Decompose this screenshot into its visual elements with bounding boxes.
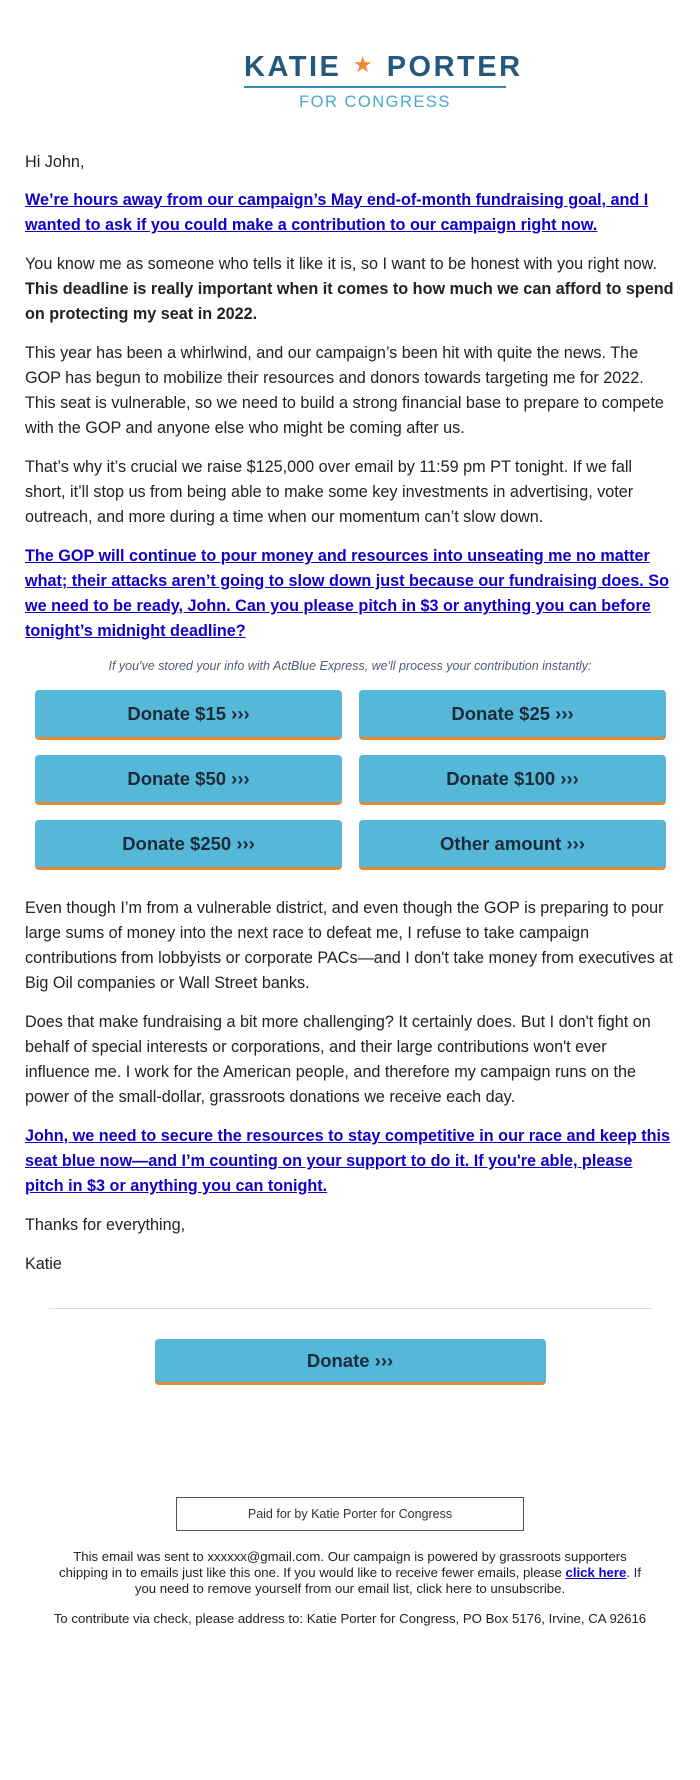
paid-for-disclaimer: Paid for by Katie Porter for Congress [176,1497,524,1531]
donate-250-button[interactable]: Donate $250 ››› [35,820,342,870]
logo-divider [244,86,506,88]
gop-donate-link[interactable]: The GOP will continue to pour money and resources into unseating me no matter what; their attacks aren’t going to slow down just because our fundraising does. So we need to be ready, John. Can you please pitch in $3 or anything you can before tonight’s midnight deadline? [25,547,669,640]
paragraph-closing-ask [25,1124,675,1199]
fewer-emails-link[interactable]: click here [565,1565,627,1580]
logo-subtitle: FOR CONGRESS [299,93,451,111]
intro-donate-link[interactable]: We’re hours away from our campaign’s May end-of-month fundraising goal, and I wanted to ask if you could make a contribution to our campaign right now. [25,191,649,234]
paragraph-goal: That’s why it’s crucial we raise $125,000 over email by 11:59 pm PT tonight. If we fall short, it’ll stop us from being able to make some key investments in advertising, voter outreach, and more during a time when our momentum can’t slow down. [25,458,634,526]
check-address-notice: To contribute via check, please address to: Katie Porter for Congress, PO Box 5176, Irvine, CA 92616 [53,1611,647,1626]
footer-unsubscribe-text: . If you need to remove yourself from our email list, click here to unsubscribe. [134,1565,642,1596]
closing-donate-link[interactable]: John, we need to secure the resources to stay competitive in our race and keep this seat blue now—and I’m counting on your support to do it. If you're able, please pitch in $3 or anything you can tonight. [25,1127,671,1195]
donate-100-button[interactable]: Donate $100 ››› [359,755,666,805]
deadline-text: You know me as someone who tells it like it is, so I want to be honest with you right now. [25,255,657,273]
paragraph-deadline [25,252,675,327]
donate-50-button[interactable]: Donate $50 ››› [35,755,342,805]
footer-notice-text: This email was sent to xxxxxx@gmail.com. Our campaign is powered by grassroots supporters chipping in to emails just like this one. If you would like to receive fewer emails, please [58,1549,627,1580]
donate-15-button[interactable]: Donate $15 ››› [35,690,342,740]
star-icon: ★ [352,52,376,77]
donate-button[interactable]: Donate ››› [155,1339,546,1385]
logo-first-name: KATIE [244,51,342,83]
paragraph-grassroots: Does that make fundraising a bit more challenging? It certainly does. But I don't fight on behalf of special interests or corporations, and their large contributions won't ever influence me. I work for the American people, and therefore my campaign runs on the power of the small-dollar, grassroots donations we receive each day. [25,1013,651,1106]
paragraph-no-pacs: Even though I’m from a vulnerable district, and even though the GOP is preparing to pour large sums of money into the next race to defeat me, I refuse to take campaign contributions from lobbyists or corporate PACs—and I don't take money from executives at Big Oil companies or Wall Street banks. [25,899,673,992]
actblue-note: If you've stored your info with ActBlue Express, we'll process your contribution instantly: [108,659,592,673]
paragraph-gop [25,544,675,644]
logo-wordmark [244,50,523,83]
donate-25-button[interactable]: Donate $25 ››› [359,690,666,740]
deadline-bold-text: This deadline is really important when it comes to how much we can afford to spend on protecting my seat in 2022. [25,280,674,323]
signature: Katie [25,1255,62,1273]
footer-divider [49,1308,651,1309]
signoff: Thanks for everything, [25,1216,186,1234]
donate-other-amount-button[interactable]: Other amount ››› [359,820,666,870]
paragraph-intro [25,188,675,238]
logo-last-name: PORTER [386,51,523,83]
header [25,0,675,150]
greeting: Hi John, [25,153,85,171]
campaign-logo [244,50,523,111]
donation-button-grid [35,690,675,870]
email-footer-notice [53,1549,647,1597]
paragraph-whirlwind: This year has been a whirlwind, and our campaign’s been hit with quite the news. The GOP has begun to mobilize their resources and donors towards targeting me for 2022. This seat is vulnerable, so we need to build a strong financial base to prepare to compete with the GOP and anyone else who might be coming after us. [25,344,664,437]
